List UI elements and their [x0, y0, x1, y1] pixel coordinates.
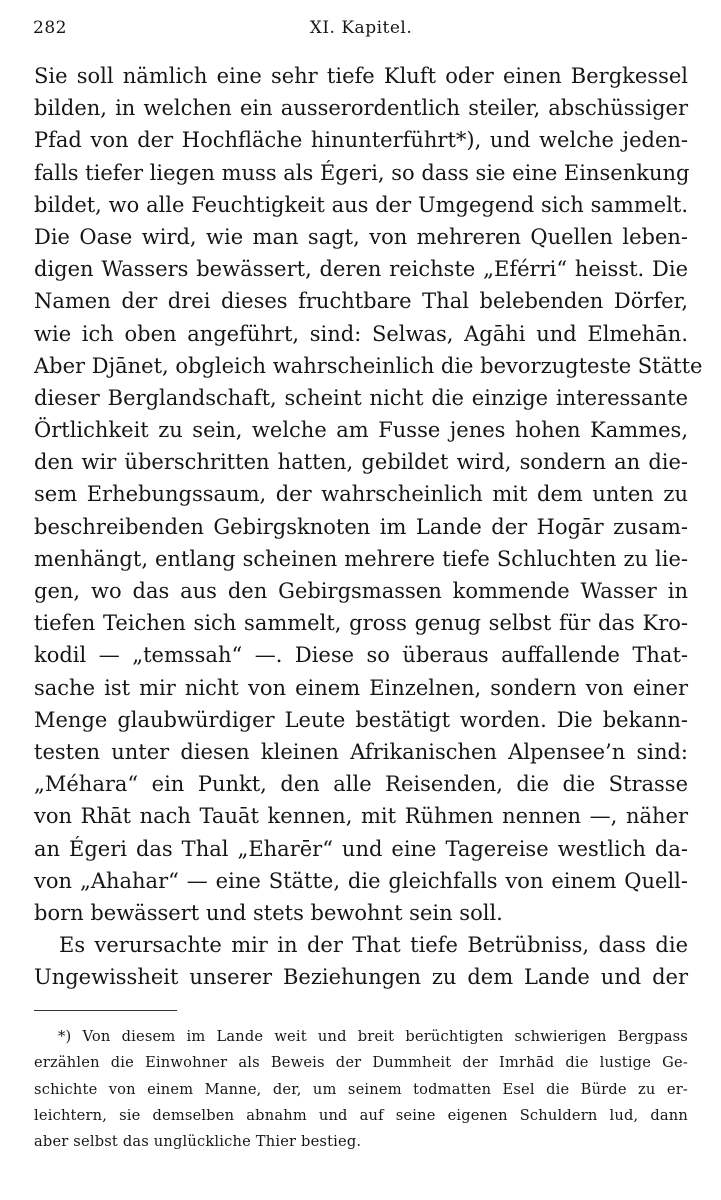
text-line: kodil — „temssah“ —. Diese so überaus auffallende That-	[34, 643, 688, 668]
text-line: „Méhara“ ein Punkt, den alle Reisenden, die die Strasse	[34, 772, 688, 797]
text-line: sem Erhebungssaum, der wahrscheinlich mit dem unten zu	[34, 482, 688, 507]
footnote-line: *) Von diesem im Lande weit und breit berüchtigten schwierigen Bergpass	[58, 1028, 688, 1045]
footnote-line: aber selbst das unglückliche Thier bestieg.	[34, 1133, 362, 1151]
text-line: sache ist mir nicht von einem Einzelnen, sondern von einer	[34, 675, 688, 700]
text-line: gen, wo das aus den Gebirgsmassen kommende Wasser in	[34, 579, 688, 603]
footnote-line: leichtern, sie demselben abnahm und auf seine eigenen Schuldern lud, dann	[34, 1106, 688, 1124]
text-line: Ungewissheit unserer Beziehungen zu dem Lande und der	[34, 965, 688, 990]
page-number: 282	[33, 18, 67, 38]
footnote	[34, 1024, 688, 1155]
text-line: Namen der drei dieses fruchtbare Thal belebenden Dörfer,	[34, 289, 688, 314]
text-line: digen Wassers bewässert, deren reichste „Eférri“ heisst. Die	[34, 257, 688, 282]
paragraph-start-line: Es verursachte mir in der That tiefe Betrübniss, dass die	[59, 933, 688, 958]
text-line: Aber Djānet, obgleich wahrscheinlich die bevorzugteste Stätte	[34, 353, 703, 378]
text-line: dieser Berglandschaft, scheint nicht die einzige interessante	[34, 385, 688, 410]
body-text	[34, 60, 703, 993]
text-line: bildet, wo alle Feuchtigkeit aus der Umgegend sich sammelt.	[34, 192, 688, 217]
text-line: den wir überschritten hatten, gebildet wird, sondern an die-	[34, 450, 688, 475]
text-line: Örtlichkeit zu sein, welche am Fusse jenes hohen Kammes,	[34, 418, 688, 443]
text-line: testen unter diesen kleinen Afrikanischen Alpensee’n sind:	[34, 739, 688, 764]
text-line: beschreibenden Gebirgsknoten im Lande der Hogār zusam-	[34, 514, 688, 539]
text-line: tiefen Teichen sich sammelt, gross genug selbst für das Kro-	[34, 611, 688, 636]
text-line: falls tiefer liegen muss als Égeri, so dass sie eine Einsenkung	[34, 160, 690, 185]
running-head: XI. Kapitel.	[309, 18, 413, 38]
text-line: Menge glaubwürdiger Leute bestätigt worden. Die bekann-	[34, 707, 688, 732]
text-line: menhängt, entlang scheinen mehrere tiefe Schluchten zu lie-	[34, 546, 688, 571]
footnote-rule	[34, 1010, 177, 1011]
text-line: Die Oase wird, wie man sagt, von mehreren Quellen leben-	[34, 224, 688, 249]
text-line: an Égeri das Thal „Eharēr“ und eine Tagereise westlich da-	[34, 836, 688, 861]
page-header	[33, 18, 689, 48]
paragraph-end-line: born bewässert und stets bewohnt sein soll.	[34, 900, 503, 925]
footnote-line: schichte von einem Manne, der, um seinem todmatten Esel die Bürde zu er-	[34, 1080, 688, 1098]
text-line: von „Ahahar“ — eine Stätte, die gleichfalls von einem Quell-	[34, 868, 688, 893]
text-line: wie ich oben angeführt, sind: Selwas, Agāhi und Elmehān.	[34, 321, 688, 346]
text-line: bilden, in welchen ein ausserordentlich steiler, abschüssiger	[34, 96, 688, 121]
text-line: Pfad von der Hochfläche hinunterführt*), und welche jeden-	[34, 128, 688, 153]
text-line: von Rhāt nach Tauāt kennen, mit Rühmen nennen —, näher	[34, 804, 688, 829]
footnote-line: erzählen die Einwohner als Beweis der Dummheit der Imrhād die lustige Ge-	[34, 1054, 688, 1072]
text-line: Sie soll nämlich eine sehr tiefe Kluft oder einen Bergkessel	[34, 64, 688, 88]
